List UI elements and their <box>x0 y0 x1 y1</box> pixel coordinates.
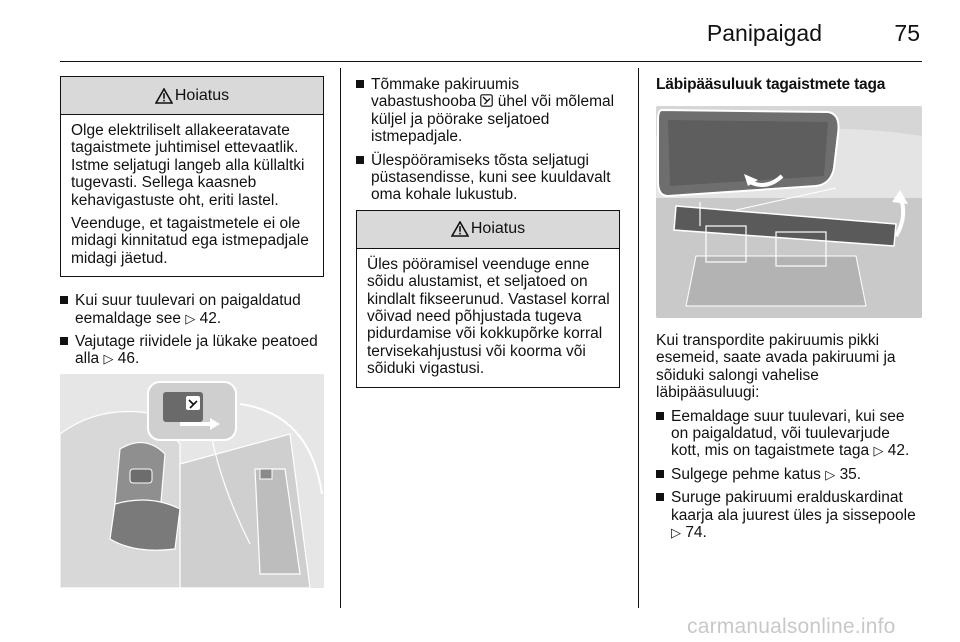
list-item-text: Suruge pakiruumi eralduskardinat kaarja ala juurest üles ja sissepoole <box>671 489 916 524</box>
warning-box <box>60 76 324 277</box>
bullet-list <box>356 76 620 204</box>
page-ref-arrow-icon: ▷ <box>671 525 681 541</box>
seat-release-lever-icon <box>480 94 493 107</box>
warning-header <box>357 211 619 249</box>
page-ref-arrow-icon: ▷ <box>825 466 836 482</box>
column-3 <box>656 76 922 547</box>
list-item <box>60 333 324 368</box>
column-2 <box>356 76 620 388</box>
page-ref[interactable]: 42. <box>199 309 222 327</box>
warning-body <box>61 115 323 276</box>
bullet-square-icon <box>656 493 664 501</box>
page-number: 75 <box>894 20 920 46</box>
page-ref[interactable]: 46. <box>117 350 140 368</box>
section-title: Läbipääsuluuk tagaistmete taga <box>656 76 886 93</box>
list-item-text: Eemaldage suur tuulevari, kui see on paigaldatud, või tuulevarjude kott, mis on tagaistmete taga <box>671 407 905 460</box>
warning-triangle-icon <box>155 88 173 104</box>
warning-box <box>356 210 620 388</box>
warning-title: Hoiatus <box>470 220 526 238</box>
page-title: Panipaigad <box>706 20 822 46</box>
page-ref[interactable]: 35. <box>839 465 862 483</box>
bullet-list <box>60 292 324 368</box>
bullet-square-icon <box>60 337 68 345</box>
watermark: carmanualsonline.info <box>687 615 896 638</box>
warning-paragraph: Üles pööramisel veenduge enne sõidu alustamist, et seljatoed on kindlalt fikseerunud. Vastasel korral võivad need põhjustada tugeva pidurdamise või kokkupõrke korral tervisekahjustusi või koorma või sõiduki vigastusi. <box>367 255 610 378</box>
bullet-square-icon <box>356 80 364 88</box>
list-item-text: Sulgege pehme katus <box>671 465 821 483</box>
rear-seat-headrest-illustration <box>60 374 324 588</box>
page-ref-arrow-icon: ▷ <box>103 351 114 367</box>
list-item <box>656 466 922 483</box>
pass-through-hatch-illustration <box>656 106 922 318</box>
list-item <box>356 152 620 204</box>
bullet-square-icon <box>60 296 68 304</box>
section-paragraph: Kui transpordite pakiruumis pikki esemeid, saate avada pakiruumi ja sõiduki salongi vahelise läbipääsuluugi: <box>656 332 896 402</box>
warning-triangle-icon <box>451 221 469 237</box>
warning-paragraph: Veenduge, et tagaistmetele ei ole midagi kinnitatud ega istmepadjale midagi jäetud. <box>71 215 309 267</box>
warning-paragraph: Olge elektriliselt allakeeratavate tagaistmete juhtimisel ettevaatlik. Istme seljatugi langeb alla küllaltki tugevasti. Sellega kaasneb kehavigastuste oht, eriti lastel. <box>71 122 305 209</box>
bullet-list <box>656 408 922 542</box>
page-ref-arrow-icon: ▷ <box>185 310 196 326</box>
bullet-square-icon <box>656 412 664 420</box>
warning-title: Hoiatus <box>174 86 230 104</box>
column-divider <box>638 68 639 608</box>
list-item-text: ühel või mõlemal küljel ja pöörake seljatoed istmepadjale. <box>371 93 615 146</box>
page-ref[interactable]: 74. <box>685 524 707 542</box>
list-item <box>356 76 620 146</box>
bullet-square-icon <box>656 470 664 478</box>
warning-body <box>357 249 619 387</box>
page-ref[interactable]: 42. <box>887 442 910 460</box>
page-ref-arrow-icon: ▷ <box>873 443 884 459</box>
list-item-text: Ülespööramiseks tõsta seljatugi püstasendisse, kuni see kuuldavalt oma kohale lukustub. <box>371 151 611 204</box>
list-item-text: Tõmmake pakiruumis vabastushooba <box>371 76 520 111</box>
page-header <box>60 14 922 62</box>
bullet-square-icon <box>356 156 364 164</box>
column-1 <box>60 76 324 588</box>
warning-header <box>61 77 323 115</box>
list-item <box>656 408 922 460</box>
list-item <box>656 489 922 541</box>
column-divider <box>340 68 341 608</box>
list-item <box>60 292 324 327</box>
list-item-text: Vajutage riividele ja lükake peatoed alla <box>75 333 318 368</box>
list-item-text: Kui suur tuulevari on paigaldatud eemaldage see <box>75 292 301 327</box>
